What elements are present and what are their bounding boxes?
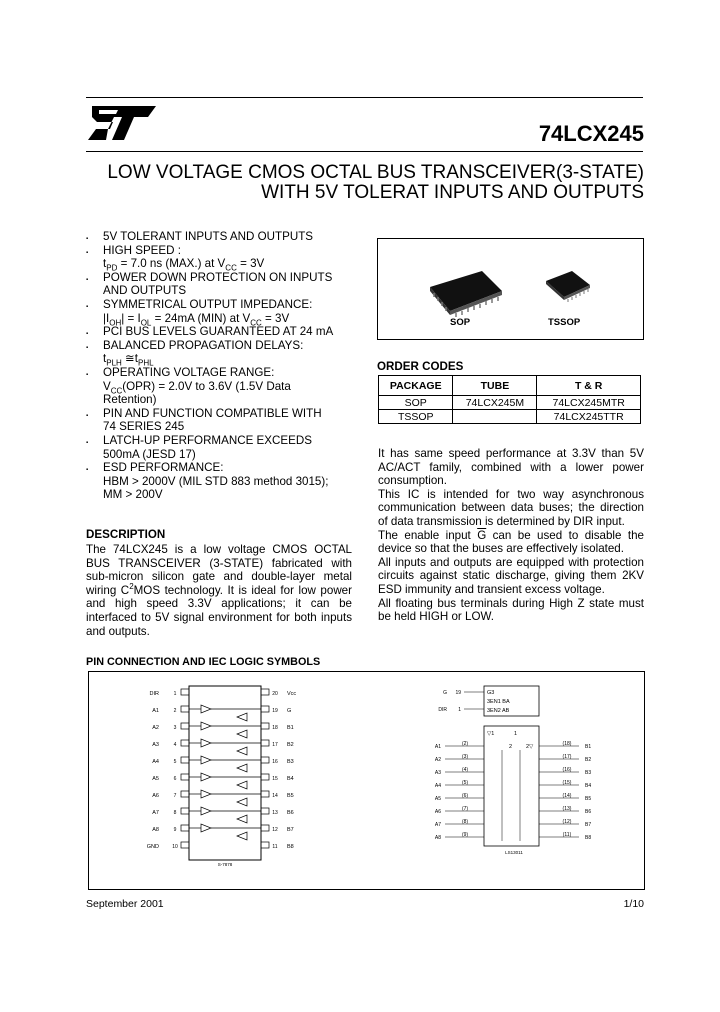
feature-sub: = 3V (261, 311, 290, 325)
feature-sub: = 7.0 ns (MAX.) at V (117, 257, 226, 271)
feature-sub: V (103, 379, 111, 393)
iec-pin: (8) (461, 819, 469, 825)
diagram-code: S-7878 (217, 862, 233, 867)
iec-pin: (12) (562, 819, 572, 825)
feature-sub: (OPR) = 2.0V to 3.6V (1.5V Data (122, 379, 291, 393)
pin-number: 6 (173, 776, 177, 782)
subscript: CC (225, 263, 237, 273)
feature-text: ESD PERFORMANCE: (103, 461, 224, 475)
pin-pad (181, 808, 189, 814)
buffer-symbol (201, 824, 211, 832)
bullet-icon: ▪ (86, 331, 89, 338)
buffer-symbol (237, 798, 247, 806)
feature-item (86, 244, 356, 271)
iec-pin: (7) (461, 806, 469, 812)
pin-pad (181, 689, 189, 695)
pin-label: G (287, 708, 292, 714)
iec-pin: (4) (461, 767, 469, 773)
table-cell: TSSOP (379, 410, 453, 424)
feature-text: SYMMETRICAL OUTPUT IMPEDANCE: (103, 297, 313, 311)
title-line-1: LOW VOLTAGE CMOS OCTAL BUS TRANSCEIVER(3-STATE) (107, 162, 644, 183)
iec-a-label: A6 (434, 809, 441, 815)
feature-text: POWER DOWN PROTECTION ON INPUTS (103, 270, 333, 284)
feature-sub: = 24mA (MIN) at V (151, 311, 251, 325)
iec-pin: (3) (461, 754, 469, 760)
iec-b-label: B5 (585, 796, 592, 802)
subscript: PD (106, 263, 118, 273)
pin-number: 3 (173, 725, 177, 731)
feature-sub: = 3V (236, 257, 265, 271)
feature-item (86, 407, 356, 434)
feature-text: PIN AND FUNCTION COMPATIBLE WITH (103, 406, 322, 420)
bullet-icon: ▪ (86, 249, 89, 256)
pin-pad (181, 774, 189, 780)
pin-number: 10 (172, 844, 178, 850)
buffer-symbol (237, 747, 247, 755)
iec-pin: (9) (461, 832, 469, 838)
order-codes-heading: ORDER CODES (377, 360, 464, 373)
paragraph (378, 529, 644, 556)
iec-a-label: A2 (434, 757, 441, 763)
st-logo-icon (86, 105, 158, 141)
iec-pin: G (443, 690, 447, 696)
approx-symbol: ≅ (125, 352, 135, 366)
buffer-symbol (201, 756, 211, 764)
footer-page: 1/10 (623, 898, 644, 910)
iec-a-label: A4 (434, 783, 441, 789)
iec-pin: (13) (562, 806, 572, 812)
iec-b-label: B4 (585, 783, 592, 789)
feature-text: 74 SERIES 245 (103, 420, 185, 434)
column-header: TUBE (453, 376, 537, 396)
pin-number: 16 (272, 759, 278, 765)
iec-text: ▽1 (487, 731, 495, 737)
pin-number: 1 (173, 691, 177, 697)
table-cell: 74LCX245MTR (537, 396, 641, 410)
sop-label: SOP (450, 317, 471, 328)
text-run: $\overline{G}$ (477, 528, 487, 542)
paragraph: It has same speed performance at 3.3V than 5V AC/ACT family, combined with a lower power consumption. (378, 447, 644, 488)
column-header: T & R (537, 376, 641, 396)
pin-number: 15 (272, 776, 278, 782)
pin-number: 20 (272, 691, 278, 697)
buffer-symbol (201, 773, 211, 781)
iec-pin: DIR (438, 707, 447, 713)
pin-connection-heading: PIN CONNECTION AND IEC LOGIC SYMBOLS (86, 656, 321, 668)
iec-b-label: B7 (585, 822, 592, 828)
iec-a-label: A8 (434, 835, 441, 841)
feature-text: BALANCED PROPAGATION DELAYS: (103, 338, 304, 352)
header-rule-top (86, 97, 643, 98)
feature-text: OPERATING VOLTAGE RANGE: (103, 365, 275, 379)
pin-pad (261, 723, 269, 729)
pin-pad (181, 757, 189, 763)
subscript: PHL (137, 358, 154, 368)
paragraph: This IC is intended for two way asynchronous communication between data buses; the direction of data transmission is determined by DIR input. (378, 487, 644, 528)
title-line-2: WITH 5V TOLERAT INPUTS AND OUTPUTS (261, 182, 644, 203)
iec-text: 2▽ (526, 744, 534, 750)
pin-number: 9 (173, 827, 177, 833)
feature-item (86, 339, 356, 366)
subscript: OH (109, 317, 122, 327)
iec-text: 1 (514, 731, 518, 737)
buffer-symbol (201, 705, 211, 713)
subscript: CC (250, 317, 262, 327)
table-row (379, 396, 641, 410)
pin-label: B2 (287, 742, 294, 748)
bullet-icon: ▪ (86, 276, 89, 283)
text-run: The 74LCX245 is a low voltage CMOS OCTAL BUS TRANSCEIVER (3-STATE) fabricated with sub-micron silicon gate and double-layer metal wiring C (86, 543, 352, 597)
pin-number: 2 (173, 708, 177, 714)
pin-pad (261, 808, 269, 814)
feature-text: HBM > 2000V (MIL STD 883 method 3015); (103, 474, 329, 488)
iec-pin: (5) (461, 780, 469, 786)
buffer-symbol (237, 781, 247, 789)
buffer-symbol (237, 713, 247, 721)
buffer-symbol (237, 730, 247, 738)
tssop-label: TSSOP (548, 317, 581, 328)
feature-list (86, 230, 356, 502)
iec-pin: 19 (455, 690, 461, 696)
iec-a-label: A5 (434, 796, 441, 802)
table-cell (453, 410, 537, 424)
table-cell: 74LCX245TTR (537, 410, 641, 424)
feature-text: 500mA (JESD 17) (103, 447, 196, 461)
pin-number: 19 (272, 708, 278, 714)
feature-item (86, 230, 356, 244)
iec-pin: (15) (562, 780, 572, 786)
iec-a-label: A7 (434, 822, 441, 828)
text-run: can be used to disable the device so that the buses are effectively isolated. (378, 528, 644, 556)
pin-label: GND (146, 844, 159, 850)
pin-diagram (89, 672, 644, 889)
part-number: 74LCX245 (538, 121, 644, 146)
feature-text: AND OUTPUTS (103, 284, 187, 298)
pin-label: B5 (287, 793, 294, 799)
feature-item (86, 298, 356, 325)
feature-item (86, 325, 356, 339)
iec-b-label: B1 (585, 744, 592, 750)
iec-text: 3EN2 AB (487, 708, 510, 714)
iec-a-label: A1 (434, 744, 441, 750)
table-cell: 74LCX245M (453, 396, 537, 410)
pin-label: A6 (152, 793, 159, 799)
bullet-icon: ▪ (86, 467, 89, 474)
bullet-icon: ▪ (86, 371, 89, 378)
feature-sub: t (134, 352, 138, 366)
pin-pad (261, 740, 269, 746)
pin-diagram-box (88, 671, 645, 890)
superscript: 2 (129, 581, 134, 591)
feature-text: MM > 200V (103, 488, 163, 502)
pin-number: 12 (272, 827, 278, 833)
pin-label: B7 (287, 827, 294, 833)
iec-text: 2 (509, 744, 513, 750)
pin-number: 8 (173, 810, 177, 816)
feature-text: PCI BUS LEVELS GUARANTEED AT 24 mA (103, 325, 334, 339)
pin-pad (181, 842, 189, 848)
iec-pin: (11) (562, 832, 572, 838)
iec-b-label: B6 (585, 809, 592, 815)
iec-pin: (16) (562, 767, 572, 773)
subscript: OL (140, 317, 152, 327)
buffer-symbol (201, 790, 211, 798)
pin-pad (261, 791, 269, 797)
pin-pad (181, 791, 189, 797)
pin-label: B4 (287, 776, 294, 782)
pin-label: A4 (152, 759, 159, 765)
buffer-symbol (201, 722, 211, 730)
bullet-icon: ▪ (86, 236, 89, 242)
iec-b-label: B8 (585, 835, 592, 841)
buffer-symbol (237, 832, 247, 840)
pin-number: 13 (272, 810, 278, 816)
bullet-icon: ▪ (86, 412, 89, 419)
iec-text: G3 (487, 690, 495, 696)
feature-sub: t (103, 352, 107, 366)
header-rule-bottom (86, 151, 643, 152)
pin-number: 7 (173, 793, 177, 799)
description-heading: DESCRIPTION (86, 528, 166, 541)
order-codes-table (378, 375, 641, 424)
pin-pad (181, 740, 189, 746)
pin-label: A2 (152, 725, 159, 731)
buffer-symbol (237, 764, 247, 772)
iec-pin: (6) (461, 793, 469, 799)
feature-text: 5V TOLERANT INPUTS AND OUTPUTS (103, 230, 314, 243)
footer-date: September 2001 (86, 898, 164, 910)
pin-pad (261, 825, 269, 831)
feature-item (86, 461, 356, 502)
pin-pad (181, 825, 189, 831)
feature-sub: t (103, 257, 107, 271)
subscript: CC (110, 385, 123, 395)
pin-pad (261, 842, 269, 848)
description-continued (378, 447, 644, 624)
feature-item (86, 271, 356, 298)
table-row (379, 410, 641, 424)
bullet-icon: ▪ (86, 303, 89, 310)
sop-package-icon (426, 267, 506, 319)
pin-number: 14 (272, 793, 278, 799)
pin-label: B8 (287, 844, 294, 850)
paragraph: All inputs and outputs are equipped with protection circuits against static discharge, giving them 2KV ESD immunity and transient excess voltage. (378, 555, 644, 596)
feature-text: Retention) (103, 393, 157, 407)
iec-b-label: B3 (585, 770, 592, 776)
pin-label: DIR (149, 691, 159, 697)
iec-pin: (2) (461, 741, 469, 747)
pin-number: 5 (173, 759, 177, 765)
feature-item (86, 366, 356, 407)
paragraph: All floating bus terminals during High Z state must be held HIGH or LOW. (378, 596, 644, 624)
pin-pad (261, 774, 269, 780)
pin-pad (261, 689, 269, 695)
bullet-icon: ▪ (86, 344, 89, 351)
text-run: The enable input (378, 528, 478, 542)
feature-text: HIGH SPEED : (103, 243, 181, 257)
table-header-row (379, 376, 641, 396)
feature-text: LATCH-UP PERFORMANCE EXCEEDS (103, 433, 312, 447)
buffer-symbol (201, 739, 211, 747)
feature-item (86, 434, 356, 461)
text-run: MOS technology. It is ideal for low power and high speed 3.3V applications; it can be interfaced to 5V signal environment for both inputs and outputs. (86, 583, 352, 638)
buffer-symbol (201, 807, 211, 815)
pin-label: B6 (287, 810, 294, 816)
column-header: PACKAGE (379, 376, 453, 396)
pin-label: A7 (152, 810, 159, 816)
feature-sub: |I (103, 311, 110, 325)
pin-pad (181, 706, 189, 712)
buffer-symbol (237, 815, 247, 823)
pin-label: B3 (287, 759, 294, 765)
table-cell: SOP (379, 396, 453, 410)
package-box (377, 238, 644, 340)
bullet-icon: ▪ (86, 439, 89, 446)
diagram-code: LS13011 (505, 850, 523, 855)
chip-outline (189, 686, 261, 860)
iec-a-label: A3 (434, 770, 441, 776)
pin-number: 18 (272, 725, 278, 731)
description-text (86, 543, 352, 638)
pin-label: A8 (152, 827, 159, 833)
iec-text: 3EN1 BA (487, 699, 510, 705)
iec-pin: (17) (562, 754, 572, 760)
pin-label: A1 (152, 708, 159, 714)
pin-label: A5 (152, 776, 159, 782)
pin-label: B1 (287, 725, 294, 731)
feature-sub: | = I (121, 311, 141, 325)
pin-number: 4 (173, 742, 177, 748)
pin-pad (181, 723, 189, 729)
iec-pin: 1 (458, 707, 461, 713)
pin-pad (261, 706, 269, 712)
pin-number: 11 (272, 844, 278, 850)
iec-pin: (18) (562, 741, 572, 747)
pin-label: Vcc (287, 691, 297, 697)
iec-b-label: B2 (585, 757, 592, 763)
subscript: PLH (106, 358, 122, 368)
pin-pad (261, 757, 269, 763)
tssop-package-icon (542, 267, 594, 303)
iec-pin: (14) (562, 793, 572, 799)
pin-number: 17 (272, 742, 278, 748)
pin-label: A3 (152, 742, 159, 748)
